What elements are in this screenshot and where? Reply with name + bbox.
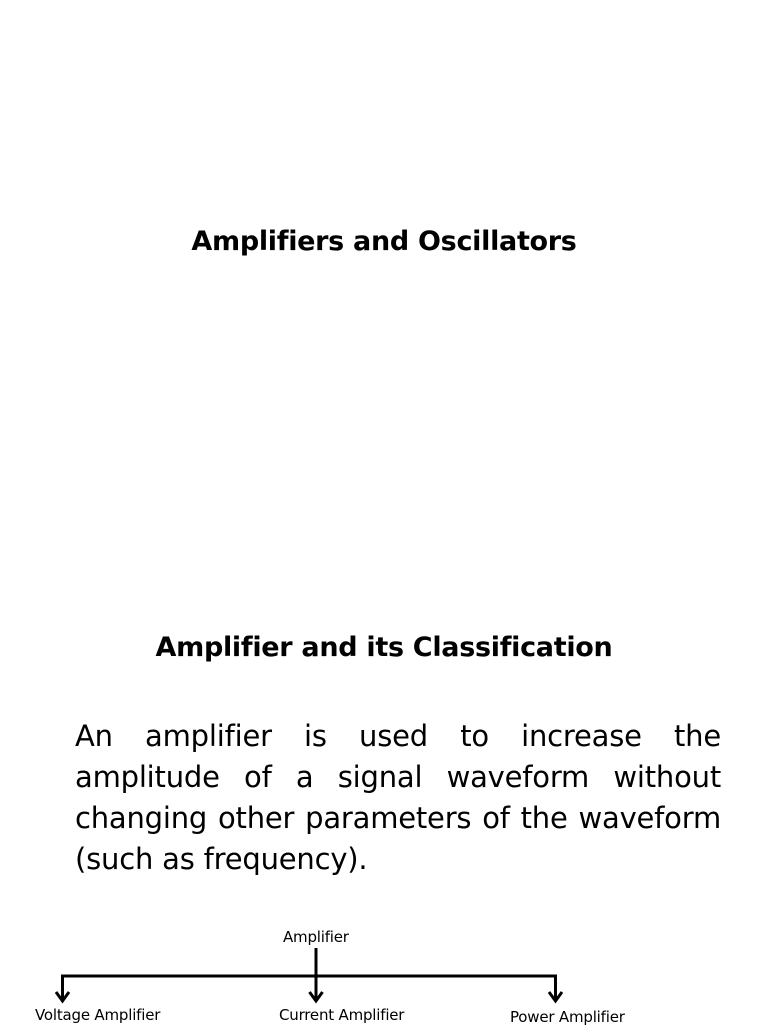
node-current-amplifier: Current Amplifier bbox=[279, 1006, 405, 1024]
page-title: Amplifiers and Oscillators bbox=[191, 226, 577, 257]
node-amplifier: Amplifier bbox=[283, 928, 349, 946]
body-paragraph: An amplifier is used to increase the amplitude of a signal waveform without changing other parameters of the waveform (such as frequency). bbox=[75, 719, 721, 876]
node-voltage-amplifier: Voltage Amplifier bbox=[35, 1006, 161, 1024]
section-heading: Amplifier and its Classification bbox=[155, 632, 613, 663]
classification-diagram bbox=[0, 920, 768, 1024]
node-power-amplifier: Power Amplifier bbox=[510, 1008, 625, 1026]
